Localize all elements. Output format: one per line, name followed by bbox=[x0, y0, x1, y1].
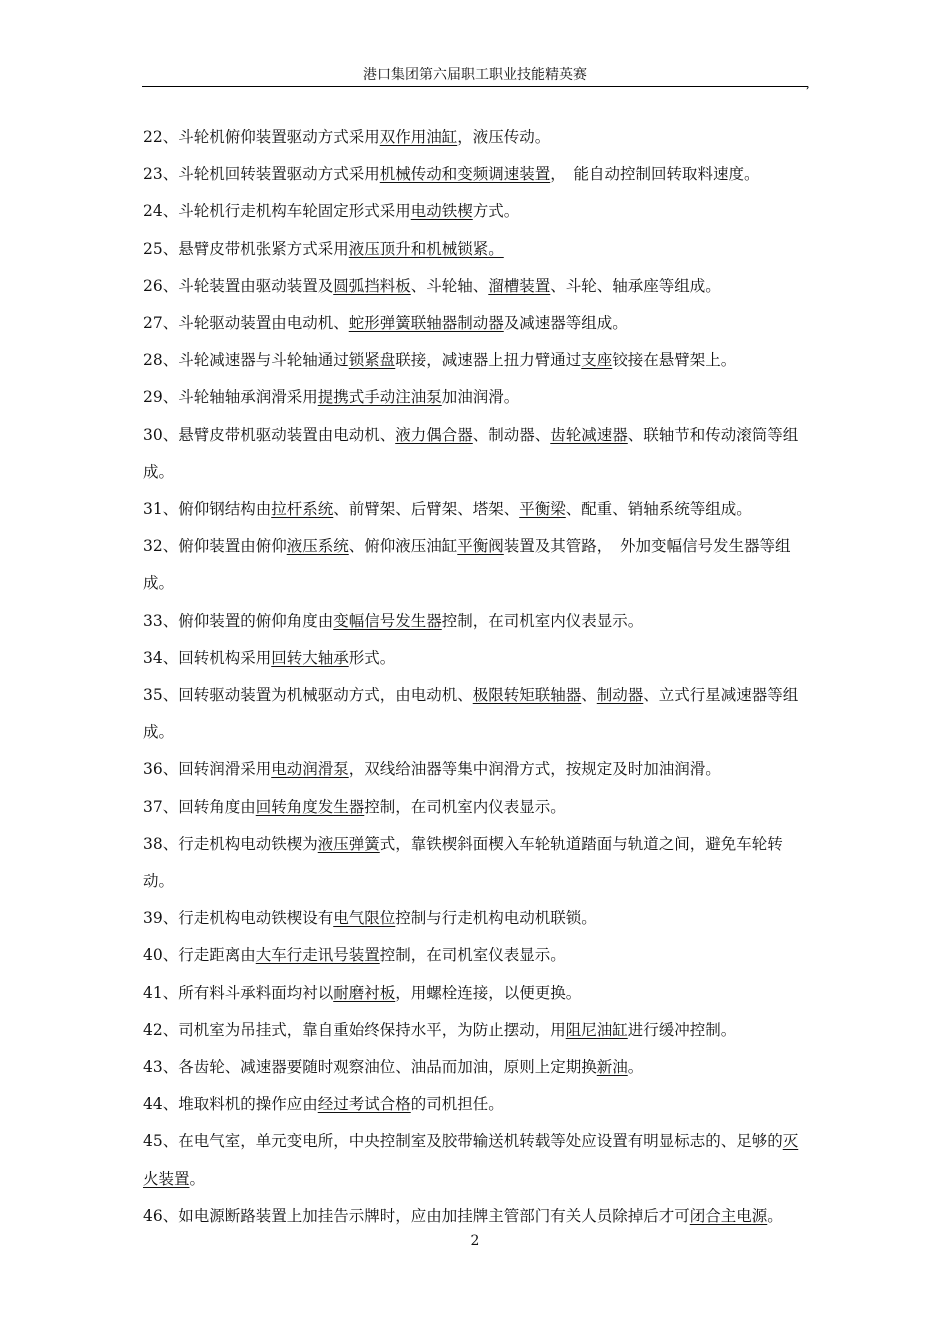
question-item bbox=[143, 491, 813, 528]
question-item bbox=[143, 156, 813, 193]
question-item bbox=[143, 342, 813, 379]
question-text: 39、行走机构电动铁楔设有 bbox=[143, 909, 334, 928]
question-text: 控制，在司机室内仪表显示。 bbox=[441, 611, 644, 630]
question-text: 37、回转角度由 bbox=[143, 797, 256, 816]
page-number: 2 bbox=[470, 1233, 480, 1249]
answer-text: 大车行走讯号装置 bbox=[255, 946, 380, 965]
question-text: 、 bbox=[581, 686, 597, 705]
question-text: 控制与行走机构电动机联锁。 bbox=[395, 909, 597, 928]
question-text: 24、斗轮机行走机构车轮固定形式采用 bbox=[143, 202, 411, 221]
question-item bbox=[143, 603, 813, 640]
question-text: 26、斗轮装置由驱动装置及 bbox=[143, 276, 334, 295]
header-rule bbox=[142, 86, 808, 87]
answer-text: 电动铁楔 bbox=[410, 202, 473, 221]
question-item bbox=[143, 417, 813, 491]
question-text: 34、回转机构采用 bbox=[143, 648, 272, 667]
question-text: 联接，减速器上扭力臂通过 bbox=[395, 351, 582, 370]
question-item bbox=[143, 975, 813, 1012]
question-text: ，双线给油器等集中润滑方式，按规定及时加油润滑。 bbox=[348, 760, 721, 779]
answer-text: 锁紧盘 bbox=[348, 351, 396, 370]
question-text: 、斗轮轴、 bbox=[410, 276, 489, 295]
answer-text: 电动润滑泵 bbox=[271, 760, 349, 779]
question-item bbox=[143, 231, 813, 268]
question-text: 。 bbox=[627, 1058, 644, 1077]
answer-text: 支座 bbox=[581, 351, 613, 370]
answer-text: 圆弧挡料板 bbox=[333, 276, 411, 295]
question-text: ， 能自动控制回转取料速度。 bbox=[550, 165, 760, 184]
question-item bbox=[143, 826, 813, 900]
question-item bbox=[143, 677, 813, 751]
question-text: 36、回转润滑采用 bbox=[143, 760, 272, 779]
question-text: 加油润滑。 bbox=[441, 388, 520, 407]
answer-text: 灭火装置 bbox=[143, 1132, 799, 1188]
question-item bbox=[143, 1086, 813, 1123]
question-text: 40、行走距离由 bbox=[143, 946, 256, 965]
question-text: 43、各齿轮、减速器要随时观察油位、油品而加油，原则上定期换 bbox=[143, 1058, 597, 1077]
answer-text: 液力偶合器 bbox=[395, 425, 473, 444]
question-text: 、制动器、 bbox=[472, 425, 551, 444]
answer-text: 制动器 bbox=[596, 686, 644, 705]
question-item bbox=[143, 119, 813, 156]
answer-text: 新油 bbox=[596, 1058, 628, 1077]
question-text: 27、斗轮驱动装置由电动机、 bbox=[143, 314, 349, 333]
question-text: 29、斗轮轴轴承润滑采用 bbox=[143, 388, 318, 407]
question-text: 32、俯仰装置由俯仰 bbox=[143, 537, 287, 556]
answer-text: 双作用油缸 bbox=[379, 128, 458, 146]
question-text: 、俯仰液压油缸 bbox=[348, 537, 458, 556]
question-text: 28、斗轮减速器与斗轮轴通过 bbox=[143, 351, 349, 370]
answer-text: 平衡梁 bbox=[519, 500, 566, 519]
question-text: 进行缓冲控制。 bbox=[627, 1020, 737, 1039]
answer-text: 齿轮减速器 bbox=[550, 425, 628, 444]
answer-text: 经过考试合格 bbox=[317, 1095, 411, 1114]
answer-text: 电气限位 bbox=[333, 909, 396, 928]
question-text: 41、所有料斗承料面均衬以 bbox=[143, 983, 334, 1002]
question-item bbox=[143, 751, 813, 788]
answer-text: 耐磨衬板 bbox=[333, 983, 396, 1002]
question-text: 铰接在悬臂架上。 bbox=[612, 351, 737, 370]
answer-text: 极限转矩联轴器 bbox=[472, 686, 582, 705]
question-text: 。 bbox=[189, 1169, 206, 1188]
answer-text: 闭合主电源 bbox=[689, 1206, 768, 1225]
question-item bbox=[143, 379, 813, 416]
question-text: 控制，在司机室内仪表显示。 bbox=[364, 797, 566, 816]
question-item bbox=[143, 937, 813, 974]
answer-text: 液压弹簧 bbox=[317, 834, 380, 853]
question-item bbox=[143, 640, 813, 677]
answer-text: 溜槽装置 bbox=[488, 276, 551, 295]
answer-text: 回转大轴承 bbox=[271, 648, 349, 667]
question-text: 、斗轮、轴承座等组成。 bbox=[550, 276, 721, 295]
question-text: 、立式行星减速器等组成。 bbox=[143, 686, 799, 742]
question-item bbox=[143, 193, 813, 230]
question-item bbox=[143, 1012, 813, 1049]
question-item bbox=[143, 305, 813, 342]
question-text: 、配重、销轴系统等组成。 bbox=[565, 500, 752, 519]
answer-text: 机械传动和变频调速装置 bbox=[379, 165, 551, 184]
question-text: 35、回转驱动装置为机械驱动方式，由电动机、 bbox=[143, 686, 473, 705]
question-text: 23、斗轮机回转装置驱动方式采用 bbox=[143, 165, 380, 184]
question-item bbox=[143, 1049, 813, 1086]
answer-text: 拉杆系统 bbox=[271, 500, 334, 519]
answer-text: 提携式手动注油泵 bbox=[317, 388, 442, 407]
question-text: 45、在电气室，单元变电所，中央控制室及胶带输送机转载等处应设置有明显标志的、足够的 bbox=[143, 1132, 783, 1151]
question-text: 31、俯仰钢结构由 bbox=[143, 500, 272, 519]
question-text: 30、悬臂皮带机驱动装置由电动机、 bbox=[143, 425, 396, 444]
answer-text: 变幅信号发生器 bbox=[333, 611, 442, 630]
question-item bbox=[143, 789, 813, 826]
question-text: 38、行走机构电动铁楔为 bbox=[143, 834, 318, 853]
answer-text: 蛇形弹簧联轴器制动器 bbox=[348, 314, 504, 333]
question-text: 、前臂架、后臂架、塔架、 bbox=[333, 500, 520, 519]
question-text: 。 bbox=[767, 1206, 783, 1225]
answer-text: 阻尼油缸 bbox=[565, 1020, 628, 1039]
answer-text: 液压顶升和机械锁紧。 bbox=[348, 239, 504, 258]
answer-text: 液压系统 bbox=[286, 537, 349, 556]
question-text: 44、堆取料机的操作应由 bbox=[143, 1095, 318, 1114]
question-text: 控制，在司机室仪表显示。 bbox=[379, 946, 566, 965]
question-text: 的司机担任。 bbox=[410, 1095, 504, 1114]
answer-text: 平衡阀 bbox=[457, 537, 504, 556]
question-text: ，液压传动。 bbox=[457, 128, 551, 146]
question-item bbox=[143, 900, 813, 937]
question-text: 42、司机室为吊挂式，靠自重始终保持水平，为防止摆动，用 bbox=[143, 1020, 566, 1039]
answer-text: 回转角度发生器 bbox=[255, 797, 365, 816]
question-text: 、联轴节和传动滚筒等组成。 bbox=[143, 425, 799, 481]
question-item bbox=[143, 528, 813, 602]
question-text: 形式。 bbox=[348, 648, 396, 667]
question-text: 装置及其管路， 外加变幅信号发生器等组成。 bbox=[143, 537, 791, 593]
question-text: 46、如电源断路装置上加挂告示牌时，应由加挂牌主管部门有关人员除掉后才可 bbox=[143, 1206, 690, 1225]
question-text: ，用螺栓连接，以便更换。 bbox=[395, 983, 582, 1002]
question-text: 22、斗轮机俯仰装置驱动方式采用 bbox=[143, 128, 380, 146]
question-text: 方式。 bbox=[472, 202, 520, 221]
question-list bbox=[143, 119, 813, 1235]
question-text: 25、悬臂皮带机张紧方式采用 bbox=[143, 239, 349, 258]
question-text: 式，靠铁楔斜面楔入车轮轨道踏面与轨道之间，避免车轮转动。 bbox=[143, 834, 783, 891]
header-mark: , bbox=[806, 77, 810, 91]
question-item bbox=[143, 1198, 813, 1235]
question-item bbox=[143, 268, 813, 305]
page-header: 港口集团第六届职工职业技能精英赛 bbox=[363, 67, 587, 83]
question-text: 及减速器等组成。 bbox=[503, 314, 628, 333]
question-item bbox=[143, 1123, 813, 1197]
question-text: 33、俯仰装置的俯仰角度由 bbox=[143, 611, 334, 630]
